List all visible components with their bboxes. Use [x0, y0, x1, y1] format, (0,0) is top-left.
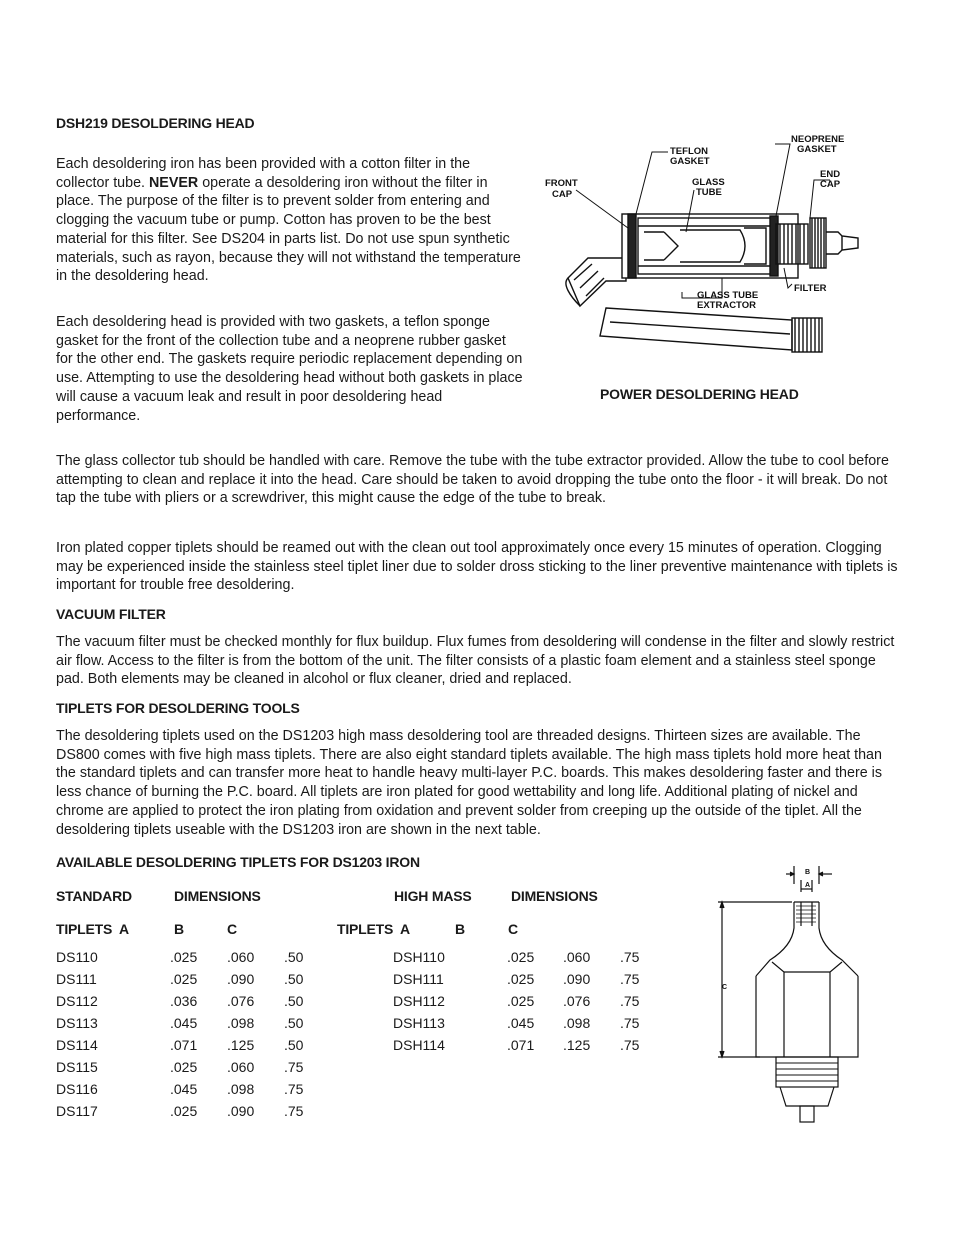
std-row-1-col-1: .025: [170, 971, 198, 987]
hm-row-2-col-1: .025: [507, 993, 535, 1009]
paragraph-tiplet-reaming: Iron plated copper tiplets should be reamed out with the clean out tool approximately once every 15 minutes of operation. Clogging may be experienced inside the stainless steel tiplet liner due to solder dross sticking to the liner preventive maintenance with tiplets is important for trouble free desoldering.: [56, 540, 898, 594]
std-row-7-col-3: .75: [284, 1103, 304, 1119]
std-row-2-col-2: .076: [227, 993, 255, 1009]
std-row-4-col-2: .125: [227, 1037, 255, 1053]
std-row-4-col-1: .071: [170, 1037, 198, 1053]
hm-row-0-col-2: .060: [563, 949, 591, 965]
hm-row-3-col-1: .045: [507, 1015, 535, 1031]
label-end-2: CAP: [820, 179, 841, 190]
subheader-hm-tiplets-a: TIPLETS A: [337, 921, 410, 937]
std-row-1-col-2: .090: [227, 971, 255, 987]
header-standard-dimensions: DIMENSIONS: [174, 888, 261, 904]
label-extractor-1: GLASS TUBE: [697, 290, 759, 301]
hm-row-1-col-0: DSH111: [393, 971, 444, 987]
label-neoprene-2: GASKET: [797, 144, 837, 155]
std-row-6-col-3: .75: [284, 1081, 304, 1097]
label-glass-2: TUBE: [696, 187, 722, 198]
hm-row-3-col-3: .75: [620, 1015, 640, 1031]
para1-emphasis: NEVER: [148, 174, 199, 191]
hm-row-4-col-1: .071: [507, 1037, 535, 1053]
std-row-3-col-3: .50: [284, 1015, 304, 1031]
subheader-hm-c: C: [508, 921, 518, 937]
dimension-label-a: A: [805, 882, 811, 889]
std-row-4-col-3: .50: [284, 1037, 304, 1053]
paragraph-vacuum-filter: The vacuum filter must be checked monthly for flux buildup. Flux fumes from desoldering will condense in the filter and slowly restrict air flow. Access to the filter is from the bottom of the unit. The filter consists of a plastic foam element and a stainless steel sponge pad. Both elements may be cleaned in alcohol or flux cleaner, dried and replaced.: [56, 634, 895, 688]
std-row-3-col-2: .098: [227, 1015, 255, 1031]
label-neoprene-1: NEOPRENE: [791, 134, 845, 145]
paragraph-tiplets: The desoldering tiplets used on the DS1203 high mass desoldering tool are threaded designs. Thirteen sizes are available. The DS800 comes with five high mass tiplets. There are also eight standard tiplets available. The high mass tiplets hold more heat than the standard tiplets and can transfer more heat to handle heavy multi-layer P.C. boards. This makes desoldering faster and there is less chance of burning the P.C. board. All tiplets are iron plated for good wettability and long life. Additional plating of nickel and chrome are applied to protect the iron plating from oxidation and prevent solder from creeping up the outside of the tiplet. All the desoldering tiplets useable with the DS1203 iron are shown in the next table.: [56, 728, 882, 838]
hm-row-4-col-0: DSH114: [393, 1037, 445, 1053]
subheader-std-c: C: [227, 921, 237, 937]
label-end-1: END: [820, 169, 841, 180]
dimension-label-b: B: [805, 869, 811, 876]
std-row-5-col-1: .025: [170, 1059, 198, 1075]
std-row-0-col-3: .50: [284, 949, 304, 965]
header-high-mass-dimensions: DIMENSIONS: [511, 888, 598, 904]
std-row-7-col-1: .025: [170, 1103, 198, 1119]
std-row-0-col-2: .060: [227, 949, 255, 965]
header-standard: STANDARD: [56, 888, 132, 904]
std-row-0-col-1: .025: [170, 949, 198, 965]
std-row-3-col-0: DS113: [56, 1015, 98, 1031]
section-title-tiplets: TIPLETS FOR DESOLDERING TOOLS: [56, 700, 300, 716]
label-filter: FILTER: [794, 283, 827, 294]
figure-caption-power-head: POWER DESOLDERING HEAD: [600, 386, 799, 402]
label-teflon-2: GASKET: [670, 156, 710, 167]
subheader-hm-b: B: [455, 921, 465, 937]
std-row-4-col-0: DS114: [56, 1037, 98, 1053]
section-title-vacuum-filter: VACUUM FILTER: [56, 606, 166, 622]
std-row-5-col-0: DS115: [56, 1059, 98, 1075]
std-row-5-col-3: .75: [284, 1059, 304, 1075]
std-row-6-col-2: .098: [227, 1081, 255, 1097]
hm-row-1-col-1: .025: [507, 971, 535, 987]
dimension-label-c: C: [722, 984, 728, 991]
table-title: AVAILABLE DESOLDERING TIPLETS FOR DS1203 IRON: [56, 854, 420, 870]
hm-row-0-col-1: .025: [507, 949, 535, 965]
tiplet-dimension-figure: [700, 862, 870, 1132]
std-row-2-col-3: .50: [284, 993, 304, 1009]
label-front-1: FRONT: [545, 178, 578, 189]
paragraph-gaskets: Each desoldering head is provided with two gaskets, a teflon sponge gasket for the front of the collection tube and a neoprene rubber gasket for the other end. The gaskets require periodic replacement depending on use. Attempting to use the desoldering head without both gaskets in place will cause a vacuum leak and result in poor desoldering head performance.: [56, 314, 523, 424]
std-row-3-col-1: .045: [170, 1015, 198, 1031]
hm-row-2-col-2: .076: [563, 993, 591, 1009]
hm-row-2-col-3: .75: [620, 993, 640, 1009]
hm-row-2-col-0: DSH112: [393, 993, 445, 1009]
paragraph-glass-tube: The glass collector tub should be handled with care. Remove the tube with the tube extractor provided. Allow the tube to cool before attempting to clean and replace it into the head. Care should be taken to avoid dropping the tube onto the floor - it will break. Do not tap the tube with pliers or a screwdriver, this might cause the edge of the tube to break.: [56, 453, 889, 507]
std-row-6-col-1: .045: [170, 1081, 198, 1097]
para1-text-a: Each desoldering iron has been provided with a cotton filter in the collector tube.: [56, 156, 471, 191]
label-extractor-2: EXTRACTOR: [697, 300, 756, 311]
label-glass-1: GLASS: [692, 177, 725, 188]
std-row-2-col-1: .036: [170, 993, 198, 1009]
hm-row-1-col-3: .75: [620, 971, 640, 987]
hm-row-3-col-2: .098: [563, 1015, 591, 1031]
hm-row-3-col-0: DSH113: [393, 1015, 445, 1031]
power-desoldering-head-figure: [540, 128, 870, 353]
std-row-1-col-3: .50: [284, 971, 304, 987]
std-row-2-col-0: DS112: [56, 993, 98, 1009]
hm-row-0-col-0: DSH110: [393, 949, 445, 965]
label-teflon-1: TEFLON: [670, 146, 708, 157]
header-high-mass: HIGH MASS: [394, 888, 472, 904]
subheader-std-b: B: [174, 921, 184, 937]
subheader-std-tiplets-a: TIPLETS A: [56, 921, 129, 937]
label-front-2: CAP: [552, 189, 573, 200]
section-title-dsh219: DSH219 DESOLDERING HEAD: [56, 115, 255, 131]
hm-row-4-col-3: .75: [620, 1037, 640, 1053]
std-row-1-col-0: DS111: [56, 971, 97, 987]
std-row-0-col-0: DS110: [56, 949, 98, 965]
paragraph-cotton-filter: [56, 155, 524, 286]
para1-text-b: operate a desoldering iron without the filter in place. The purpose of the filter is to prevent solder from entering and clogging the vacuum tube or pump. Cotton has proven to be the best material for this filter. See DS204 in parts list. Do not use spun synthetic materials, such as rayon, because they will not withstand the temperature in the desoldering head.: [56, 174, 521, 285]
hm-row-4-col-2: .125: [563, 1037, 591, 1053]
std-row-5-col-2: .060: [227, 1059, 255, 1075]
std-row-7-col-2: .090: [227, 1103, 255, 1119]
std-row-6-col-0: DS116: [56, 1081, 98, 1097]
std-row-7-col-0: DS117: [56, 1103, 98, 1119]
hm-row-0-col-3: .75: [620, 949, 640, 965]
hm-row-1-col-2: .090: [563, 971, 591, 987]
